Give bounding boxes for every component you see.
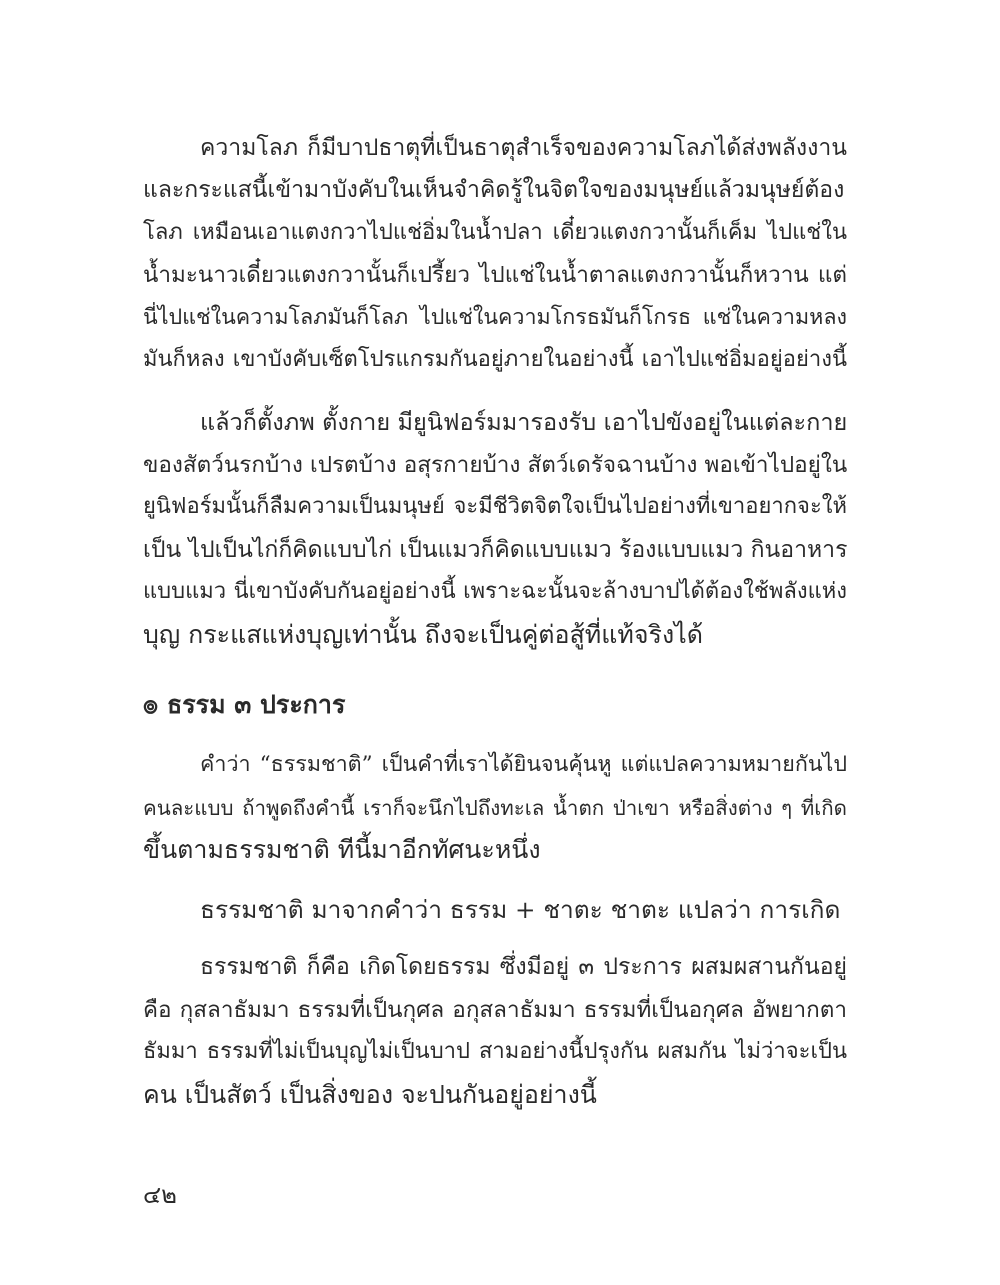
paragraph-line: แบบแมว นี่เขาบังคับกันอยู่อย่างนี้ เพราะฉะนั้นจะล้างบาปได้ต้องใช้พลังแห่ง [143, 579, 847, 604]
paragraph-line: นี่ไปแช่ในความโลภมันก็โลภ ไปแช่ในความโกรธมันก็โกรธ แช่ในความหลง [143, 305, 847, 330]
paragraph-line: น้ำมะนาวเดี๋ยวแตงกวานั้นก็เปรี้ยว ไปแช่ในน้ำตาลแตงกวานั้นก็หวาน แต่ [143, 262, 847, 288]
paragraph-line: คนละแบบ ถ้าพูดถึงคำนี้ เราก็จะนึกไปถึงทะเล น้ำตก ป่าเขา หรือสิ่งต่าง ๆ ที่เกิด [143, 796, 847, 820]
paragraph-line: และกระแสนี้เข้ามาบังคับในเห็นจำคิดรู้ในจิตใจของมนุษย์แล้วมนุษย์ต้อง [143, 177, 845, 203]
section-heading: ๏ ธรรม ๓ ประการ [143, 690, 346, 719]
paragraph-line: คือ กุสลาธัมมา ธรรมที่เป็นกุศล อกุสลาธัมมา ธรรมที่เป็นอกุศล อัพยากตา [143, 997, 847, 1023]
paragraph-line: คน เป็นสัตว์ เป็นสิ่งของ จะปนกันอยู่อย่างนี้ [143, 1080, 597, 1109]
paragraph-line: ขึ้นตามธรรมชาติ ทีนี้มาอีกทัศนะหนึ่ง [143, 835, 541, 864]
paragraph-line: มันก็หลง เขาบังคับเซ็ตโปรแกรมกันอยู่ภายในอย่างนี้ เอาไปแช่อิ่มอยู่อย่างนี้ [143, 347, 847, 372]
page-number: ๔๒ [143, 1181, 177, 1209]
paragraph-line: เป็น ไปเป็นไก่ก็คิดแบบไก่ เป็นแมวก็คิดแบบแมว ร้องแบบแมว กินอาหาร [143, 537, 848, 563]
paragraph-line: ธัมมา ธรรมที่ไม่เป็นบุญไม่เป็นบาป สามอย่างนี้ปรุงกัน ผสมกัน ไม่ว่าจะเป็น [143, 1039, 847, 1064]
paragraph-line: บุญ กระแสแห่งบุญเท่านั้น ถึงจะเป็นคู่ต่อสู้ที่แท้จริงได้ [143, 620, 703, 649]
paragraph-line: ความโลภ ก็มีบาปธาตุที่เป็นธาตุสำเร็จของความโลภได้ส่งพลังงาน [200, 135, 847, 161]
paragraph-line: แล้วก็ตั้งภพ ตั้งกาย มียูนิฟอร์มมารองรับ เอาไปขังอยู่ในแต่ละกาย [200, 408, 848, 436]
paragraph-line: คำว่า “ธรรมชาติ” เป็นคำที่เราได้ยินจนคุ้นหู แต่แปลความหมายกันไป [200, 752, 847, 777]
paragraph-line: ธรรมชาติ มาจากคำว่า ธรรม + ชาตะ ชาตะ แปลว่า การเกิด [200, 895, 841, 924]
paragraph-line: ยูนิฟอร์มนั้นก็ลืมความเป็นมนุษย์ จะมีชีวิตจิตใจเป็นไปอย่างที่เขาอยากจะให้ [143, 494, 847, 519]
paragraph-line: โลภ เหมือนเอาแตงกวาไปแช่อิ่มในน้ำปลา เดี๋ยวแตงกวานั้นก็เค็ม ไปแช่ใน [143, 220, 847, 245]
paragraph-line: ธรรมชาติ ก็คือ เกิดโดยธรรม ซึ่งมีอยู่ ๓ ประการ ผสมผสานกันอยู่ [200, 954, 847, 980]
paragraph-line: ของสัตว์นรกบ้าง เปรตบ้าง อสุรกายบ้าง สัตว์เดรัจฉานบ้าง พอเข้าไปอยู่ใน [143, 452, 848, 478]
